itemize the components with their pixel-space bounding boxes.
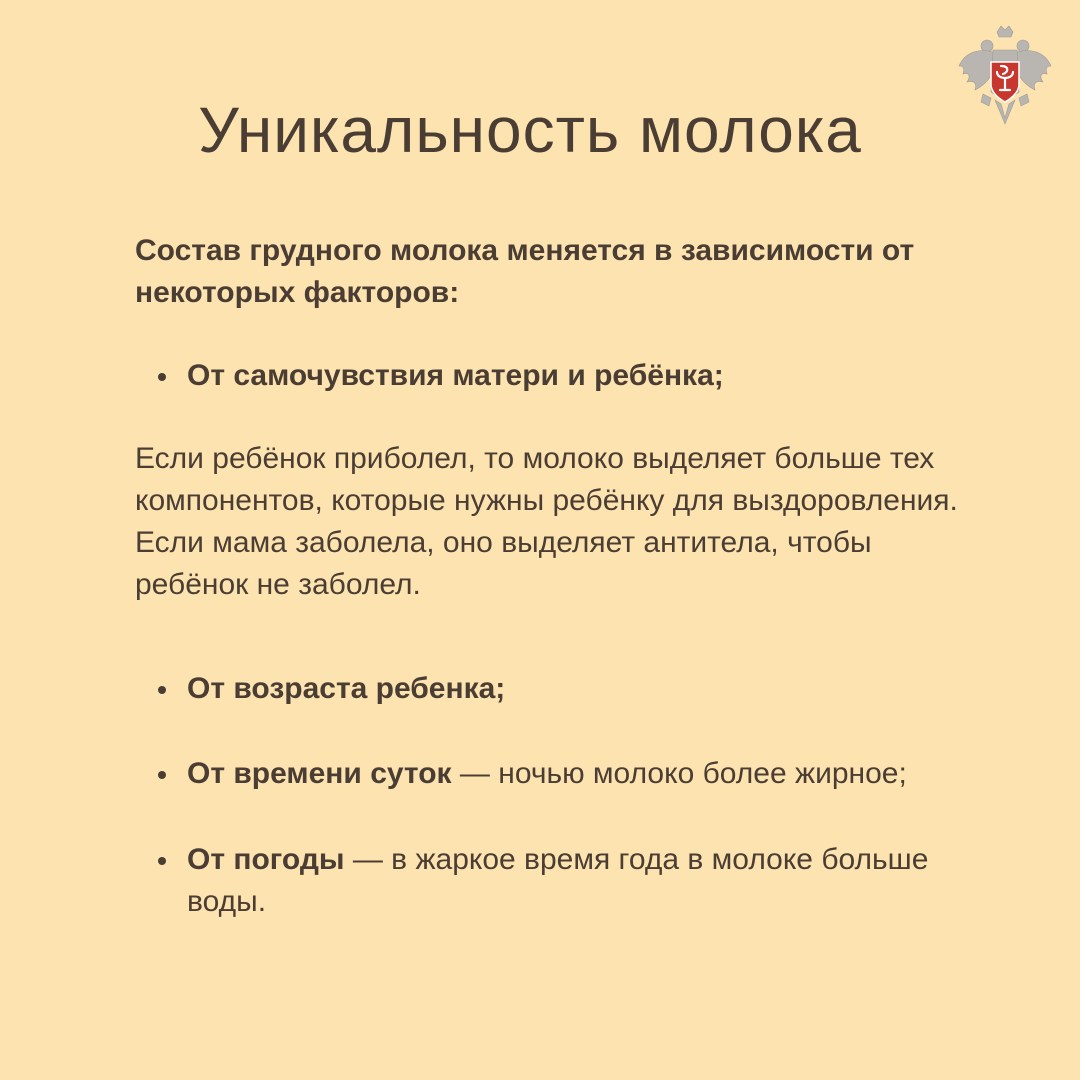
explanation-paragraph: Если ребёнок приболел, то молоко выделяет больше тех компонентов, которые нужны ребёнку для выздоровления. Если мама заболела, оно выделяет антитела, чтобы ребёнок не заболел.: [135, 442, 958, 601]
bullet-bold-text: От погоды: [187, 843, 345, 876]
bullet-bold-text: От самочувствия матери и ребёнка;: [187, 359, 724, 392]
content-body: [135, 230, 965, 923]
bullet-rest-text: — в жаркое время года в молоке больше воды.: [187, 843, 929, 918]
list-item: [135, 839, 965, 923]
list-item: [135, 753, 965, 795]
bullet-rest-text: — ночью молоко более жирное;: [451, 757, 907, 790]
bullet-dot-icon: [158, 857, 166, 865]
bullet-bold-text: От возраста ребенка;: [187, 672, 506, 705]
bullet-dot-icon: [158, 686, 166, 694]
bullet-dot-icon: [158, 771, 166, 779]
list-item: [135, 355, 965, 397]
bullet-bold-text: От времени суток: [187, 757, 452, 790]
bullet-dot-icon: [158, 373, 166, 381]
intro-text: Состав грудного молока меняется в зависимости от некоторых факторов:: [135, 234, 915, 309]
page-title: Уникальность молока: [198, 94, 862, 166]
list-item: [135, 668, 965, 710]
